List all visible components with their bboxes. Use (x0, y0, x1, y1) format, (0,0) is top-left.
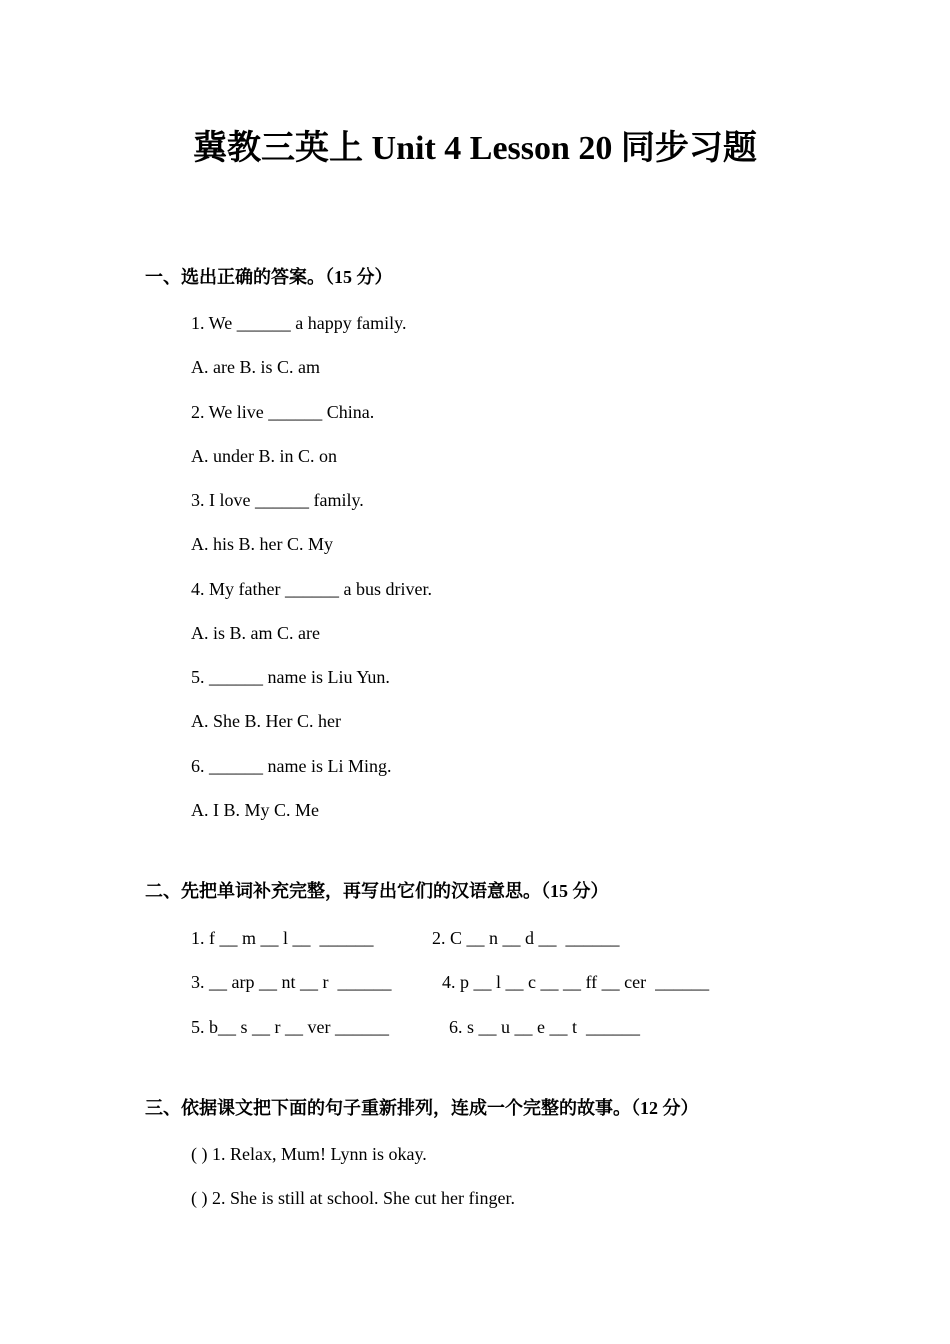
word-blank-1: 1. f __ m __ l __ ______ (191, 928, 374, 948)
options-3: A. his B. her C. My (191, 534, 334, 554)
question-6: 6. ______ name is Li Ming. (191, 756, 392, 776)
story-sentence-1: ( ) 1. Relax, Mum! Lynn is okay. (191, 1144, 427, 1164)
page-title: 冀教三英上 Unit 4 Lesson 20 同步习题 (193, 130, 757, 167)
section-3-heading: 三、依据课文把下面的句子重新排列，连成一个完整的故事。（12 分） (145, 1098, 699, 1118)
word-blank-4: 4. p __ l __ c __ __ ff __ cer ______ (442, 972, 710, 992)
question-2: 2. We live ______ China. (191, 402, 375, 422)
options-1: A. are B. is C. am (191, 357, 320, 377)
word-blank-2: 2. C __ n __ d __ ______ (432, 928, 620, 948)
section-2-heading: 二、先把单词补充完整，再写出它们的汉语意思。（15 分） (145, 881, 609, 901)
question-5: 5. ______ name is Liu Yun. (191, 667, 390, 687)
word-blank-6: 6. s __ u __ e __ t ______ (449, 1017, 640, 1037)
question-3: 3. I love ______ family. (191, 490, 364, 510)
word-blank-3: 3. __ arp __ nt __ r ______ (191, 972, 392, 992)
options-5: A. She B. Her C. her (191, 711, 341, 731)
word-blank-5: 5. b__ s __ r __ ver ______ (191, 1017, 389, 1037)
options-6: A. I B. My C. Me (191, 800, 320, 820)
section-1-heading: 一、选出正确的答案。（15 分） (145, 267, 393, 287)
story-sentence-2: ( ) 2. She is still at school. She cut her finger. (191, 1188, 515, 1208)
question-1: 1. We ______ a happy family. (191, 313, 407, 333)
options-2: A. under B. in C. on (191, 446, 337, 466)
question-4: 4. My father ______ a bus driver. (191, 579, 432, 599)
options-4: A. is B. am C. are (191, 623, 320, 643)
